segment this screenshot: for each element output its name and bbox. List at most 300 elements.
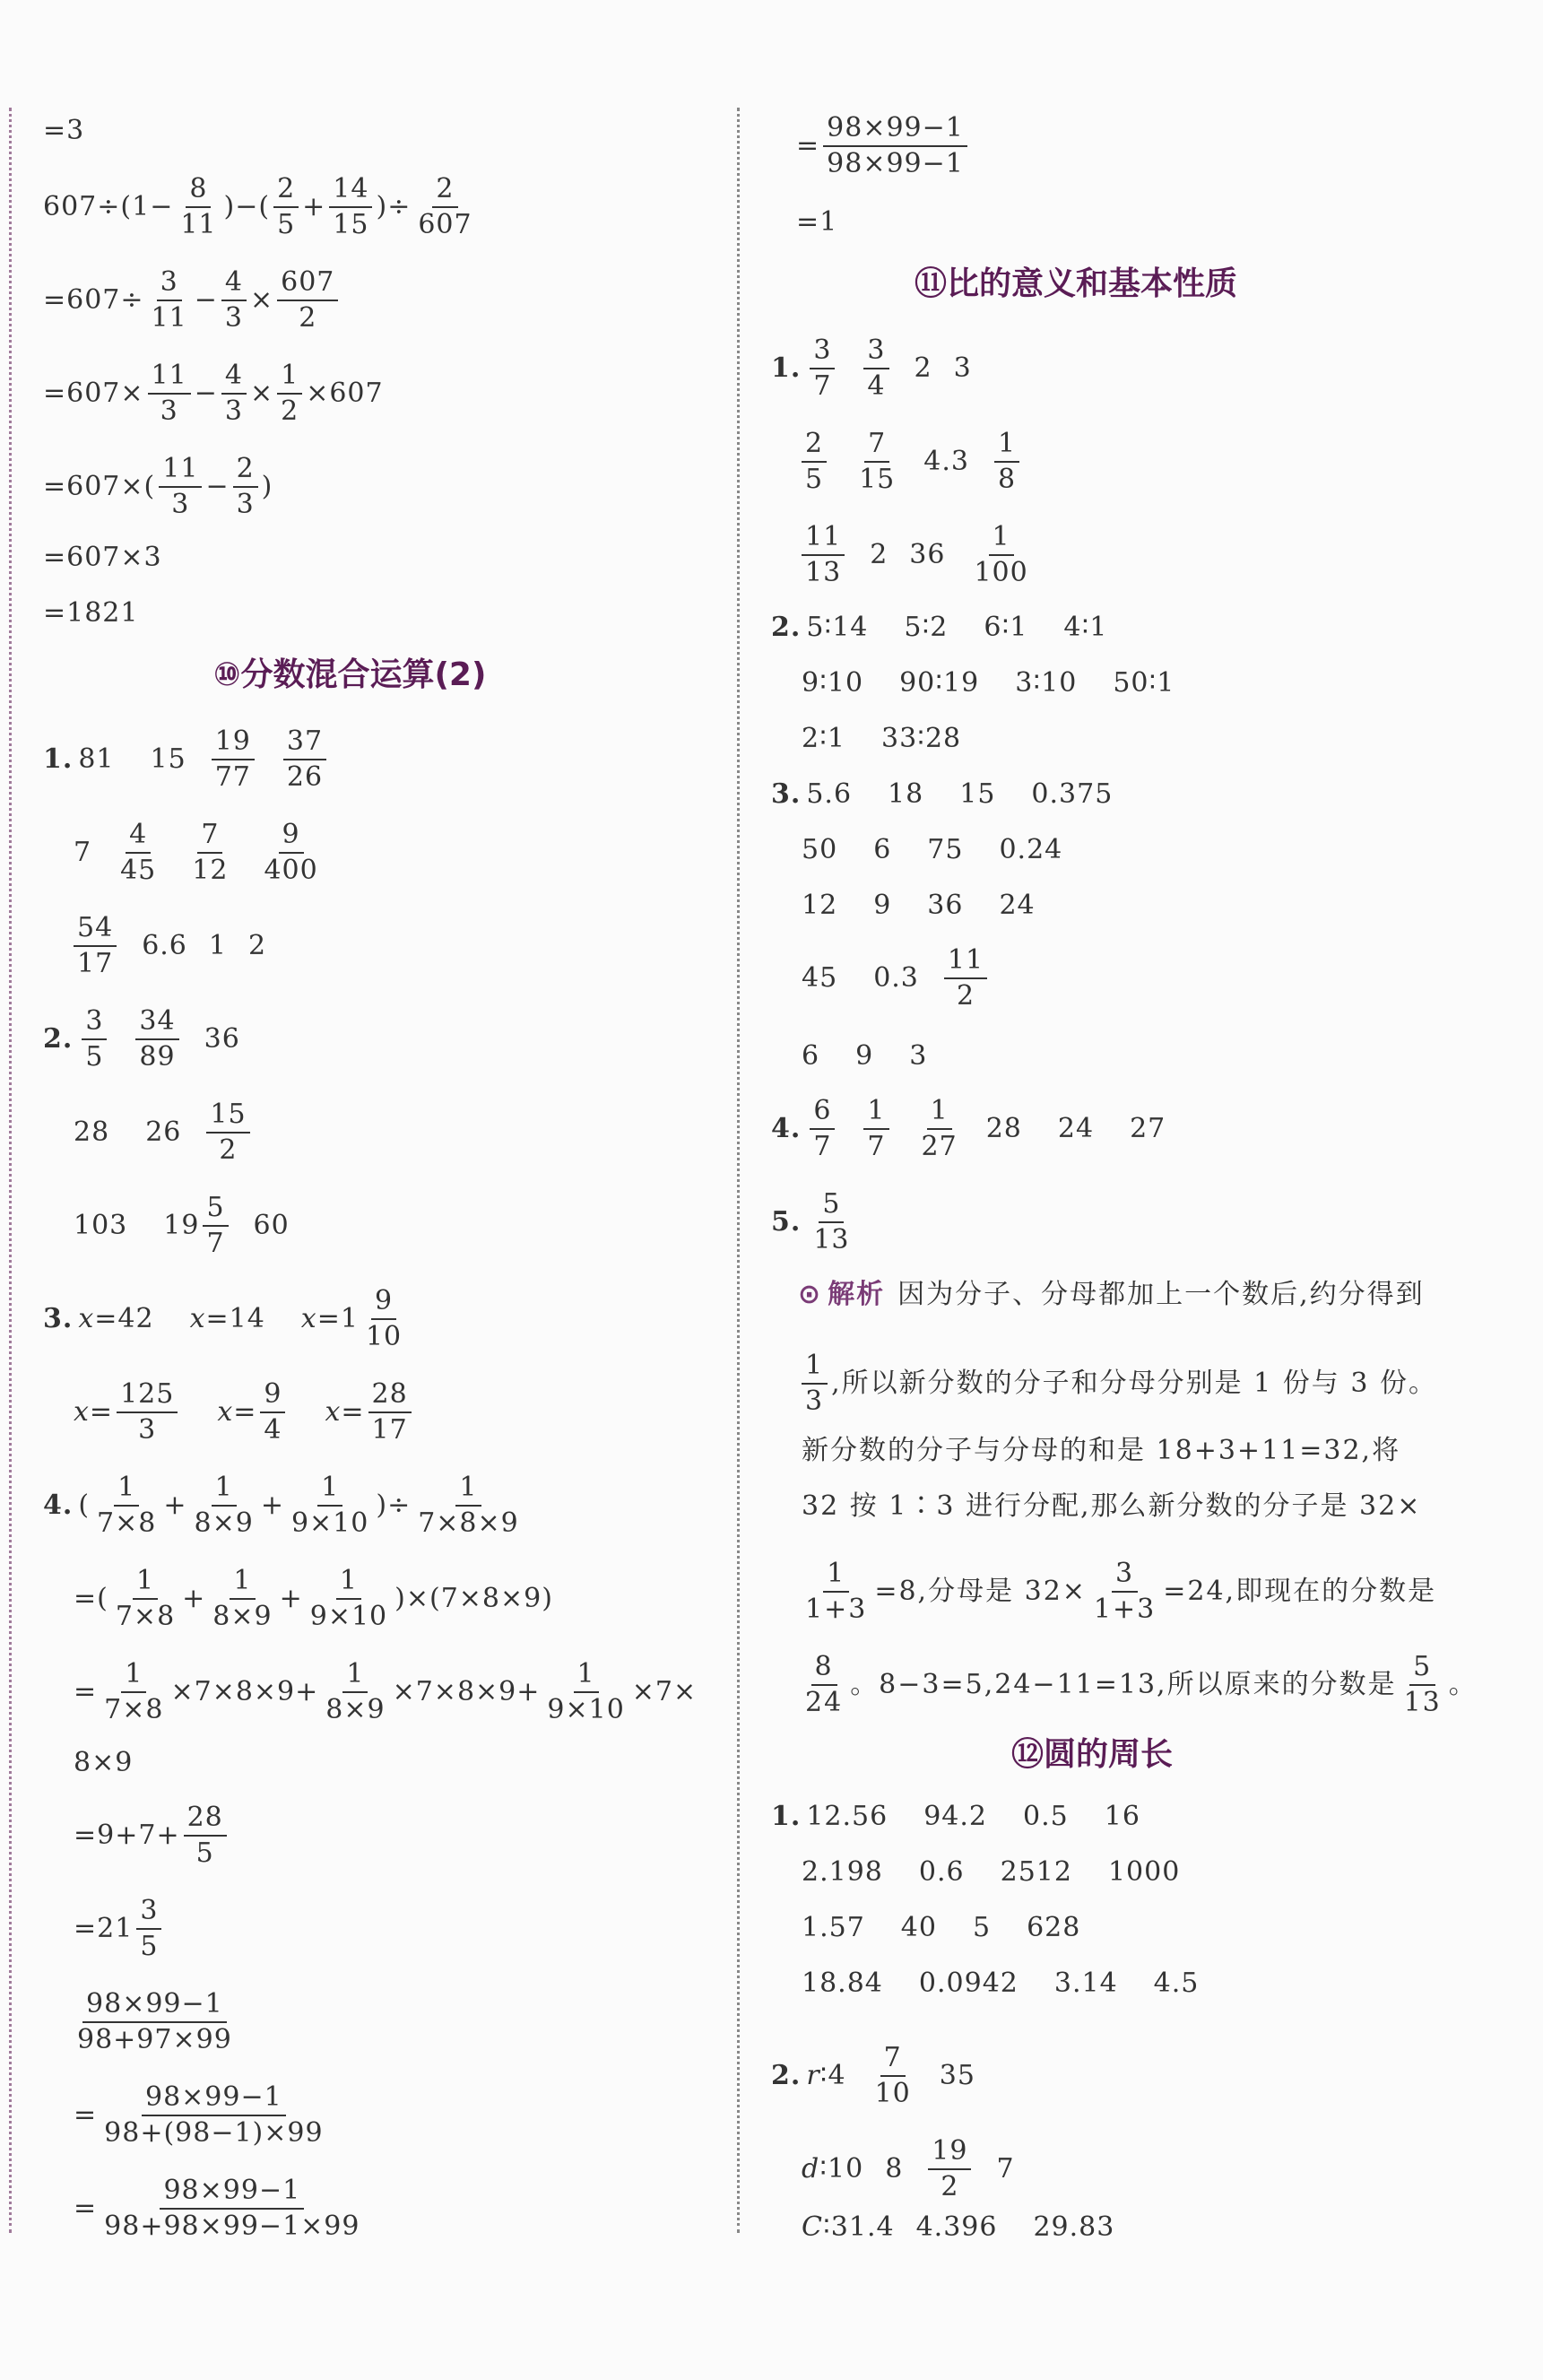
fraction	[260, 1377, 285, 1447]
text: )	[261, 471, 273, 502]
denominator: 11	[180, 209, 217, 240]
fraction	[802, 1650, 846, 1720]
answer-line	[70, 911, 266, 981]
numerator: 37	[283, 725, 326, 760]
text: =	[233, 1396, 257, 1428]
text: 0.6	[918, 1856, 965, 1888]
text: 2	[914, 352, 932, 384]
numerator: 14	[329, 172, 372, 208]
denominator: 15	[859, 464, 896, 495]
text: 24	[1057, 1113, 1095, 1144]
denominator: 8×9	[325, 1694, 386, 1725]
numerator: 1	[230, 1564, 255, 1600]
variable: x	[300, 1303, 317, 1334]
denominator: 11	[151, 302, 187, 334]
text: =607×	[43, 378, 144, 409]
numerator: 2	[273, 172, 299, 208]
text: 29.83	[1033, 2211, 1115, 2243]
text: )÷	[376, 191, 412, 222]
analysis-line	[802, 1433, 1400, 1469]
analysis-label: 解析	[828, 1279, 886, 1310]
calc-line	[74, 1564, 553, 1634]
variable: d	[802, 2153, 820, 2185]
text: 新分数的分子与分母的和是 18+3+11=32,将	[802, 1435, 1401, 1466]
denominator: 98+98×99−1×99	[104, 2211, 360, 2242]
text: =	[341, 1396, 365, 1428]
text: 0.0942	[918, 1967, 1019, 1999]
numerator: 11	[802, 520, 845, 556]
answer-line	[771, 334, 972, 404]
numerator: 11	[148, 359, 191, 395]
fraction	[918, 1094, 961, 1164]
question-number: 2.	[43, 1023, 74, 1055]
numerator: 1	[133, 1564, 158, 1600]
text: ×7×8×9+	[170, 1676, 319, 1707]
fraction	[810, 1187, 853, 1257]
numerator: 9	[371, 1284, 396, 1320]
denominator: 98+(98−1)×99	[104, 2117, 324, 2149]
calc-line	[74, 1657, 697, 1727]
denominator: 89	[139, 1041, 176, 1073]
text: 8×9	[74, 1747, 134, 1778]
text: ∶4	[819, 2060, 846, 2091]
fraction	[871, 2041, 915, 2111]
answer-line	[802, 888, 1036, 924]
numerator: 7	[864, 427, 889, 463]
denominator: 13	[805, 557, 842, 588]
text: 8	[885, 2153, 904, 2185]
text: 36	[909, 539, 946, 570]
denominator: 8	[998, 464, 1017, 495]
calc-line	[74, 1745, 133, 1781]
denominator: 13	[813, 1224, 850, 1255]
fraction	[322, 1657, 388, 1727]
numerator: 6	[810, 1094, 835, 1130]
text: 19	[163, 1210, 200, 1241]
denominator: 2	[281, 395, 299, 427]
calc-line	[43, 359, 384, 429]
fraction	[136, 1894, 161, 1964]
numerator: 1	[277, 359, 302, 395]
numerator: 4	[126, 818, 151, 854]
text: =24,即现在的分数是	[1163, 1576, 1437, 1607]
fraction	[802, 1557, 871, 1627]
text: 5.6	[806, 778, 853, 810]
fraction	[233, 452, 258, 522]
text: 7	[74, 837, 92, 868]
fraction	[117, 818, 160, 888]
text: ×	[249, 284, 274, 316]
question-number: 1.	[771, 1801, 802, 1832]
numerator: 1	[455, 1471, 481, 1507]
text: 6∶1	[984, 612, 1028, 643]
text: ×	[249, 378, 274, 409]
numerator: 7	[197, 818, 222, 854]
text: 94.2	[923, 1801, 988, 1832]
text: 40	[900, 1912, 937, 1943]
numerator: 1	[336, 1564, 361, 1600]
text: 18	[888, 778, 924, 810]
text: ∶31.4	[822, 2211, 895, 2243]
answer-line	[43, 725, 330, 795]
text: 0.5	[1023, 1801, 1069, 1832]
fraction	[148, 265, 191, 335]
answer-line	[798, 427, 1023, 497]
text: 3	[953, 352, 972, 384]
numerator: 15	[206, 1098, 249, 1134]
answer-line	[43, 1471, 526, 1541]
fraction	[112, 1564, 178, 1634]
fraction	[74, 911, 117, 981]
analysis-icon: ⊙	[798, 1279, 823, 1310]
variable: C	[802, 2211, 823, 2243]
fraction	[273, 172, 299, 242]
text: 6	[873, 834, 892, 865]
fraction	[288, 1471, 372, 1541]
fraction	[802, 520, 845, 590]
text: 1000	[1107, 1856, 1181, 1888]
answer-line	[771, 2041, 975, 2111]
denominator: 7	[813, 1131, 832, 1162]
text: =	[74, 2193, 98, 2224]
text: =1	[796, 206, 838, 238]
denominator: 8×9	[212, 1601, 273, 1632]
numerator: 1	[994, 427, 1019, 463]
text: ,所以新分数的分子和分母分别是 1 份与 3 份。	[831, 1368, 1437, 1399]
fraction	[159, 452, 202, 522]
fraction	[100, 1657, 167, 1727]
denominator: 5	[277, 209, 296, 240]
text: 75	[927, 834, 964, 865]
denominator: 9×10	[290, 1507, 369, 1539]
fraction	[810, 1094, 835, 1164]
text: 15	[150, 743, 186, 775]
answer-line	[802, 1038, 927, 1074]
denominator: 5	[805, 464, 824, 495]
text: =	[796, 130, 820, 161]
fraction	[209, 1564, 275, 1634]
numerator: 3	[157, 265, 182, 301]
answer-line	[802, 2134, 1015, 2204]
text: +	[279, 1583, 303, 1614]
answer-line	[802, 2210, 1114, 2245]
fraction	[221, 265, 247, 335]
answer-line	[771, 610, 1107, 646]
analysis-line	[798, 1650, 1478, 1720]
answer-line	[74, 1377, 415, 1447]
numerator: 2	[432, 172, 457, 208]
fraction	[802, 1349, 828, 1419]
numerator: 1	[863, 1094, 889, 1130]
denominator: 5	[195, 1837, 214, 1869]
text: 3.14	[1053, 1967, 1118, 1999]
variable: x	[189, 1303, 206, 1334]
numerator: 1	[121, 1657, 146, 1693]
text: 9	[855, 1040, 874, 1072]
denominator: 27	[921, 1131, 958, 1162]
text: 45	[802, 962, 838, 994]
numerator: 4	[221, 265, 247, 301]
fraction	[260, 818, 321, 888]
text: =14	[205, 1303, 265, 1334]
denominator: 100	[974, 557, 1028, 588]
denominator: 4	[867, 370, 886, 402]
text: −	[205, 471, 230, 502]
answer-line	[771, 1187, 857, 1257]
question-number: 2.	[771, 2060, 802, 2091]
numerator: 1	[823, 1557, 849, 1593]
calc-line	[43, 265, 342, 335]
text: =607×(	[43, 471, 156, 502]
text: ×7×8×9+	[392, 1676, 541, 1707]
calc-line	[43, 452, 273, 522]
denominator: 24	[805, 1687, 844, 1718]
text: 28	[74, 1116, 110, 1148]
text: =	[74, 1676, 98, 1707]
answer-line	[43, 1004, 240, 1074]
text: 2∶1	[802, 723, 845, 754]
numerator: 28	[184, 1801, 227, 1837]
denominator: 77	[214, 761, 251, 793]
text: 6.6	[142, 930, 187, 961]
numerator: 5	[1409, 1650, 1435, 1686]
text: =607×3	[43, 542, 162, 573]
denominator: 9×10	[547, 1694, 625, 1725]
text: 0.375	[1031, 778, 1114, 810]
numerator: 5	[203, 1191, 228, 1227]
fraction	[277, 359, 302, 429]
fraction	[362, 1284, 405, 1354]
denominator: 26	[286, 761, 324, 793]
text: )÷	[376, 1490, 412, 1521]
denominator: 400	[264, 855, 318, 886]
calc-line	[74, 1894, 165, 1964]
denominator: 4	[264, 1414, 282, 1446]
text: =(	[74, 1583, 108, 1614]
denominator: 7	[813, 370, 832, 402]
calc-line	[74, 2174, 367, 2244]
denominator: 7×8	[115, 1601, 176, 1632]
text: 27	[1130, 1113, 1166, 1144]
numerator: 98×99−1	[160, 2174, 304, 2210]
answer-line	[771, 1799, 1140, 1835]
denominator: 98+97×99	[77, 2024, 232, 2055]
fraction	[148, 359, 191, 429]
text: +	[163, 1490, 187, 1521]
fraction	[177, 172, 220, 242]
text: 5∶2	[904, 612, 949, 643]
analysis-line	[798, 1277, 1425, 1313]
text: −	[194, 284, 218, 316]
numerator: 1	[317, 1471, 342, 1507]
denominator: 5	[85, 1041, 104, 1073]
numerator: 607	[277, 265, 338, 301]
fraction	[135, 1004, 178, 1074]
text: 2	[248, 930, 267, 961]
denominator: 9×10	[309, 1601, 388, 1632]
fraction	[283, 725, 326, 795]
fraction	[1090, 1557, 1159, 1627]
numerator: 11	[944, 943, 987, 979]
question-number: 1.	[43, 743, 74, 775]
text: 因为分子、分母都加上一个数后,约分得到	[897, 1279, 1425, 1310]
calc-line	[796, 204, 837, 240]
text: 0.3	[873, 962, 919, 994]
answer-line	[74, 1191, 290, 1261]
numerator: 3	[136, 1894, 161, 1930]
text: 。	[1448, 1669, 1478, 1700]
variable: x	[325, 1396, 342, 1428]
fraction	[414, 1471, 523, 1541]
answer-line	[43, 1284, 409, 1354]
text: =42	[94, 1303, 154, 1334]
text: (	[78, 1490, 91, 1521]
text: 4.5	[1153, 1967, 1200, 1999]
denominator: 7×8×9	[418, 1507, 519, 1539]
fraction	[543, 1657, 628, 1727]
text: 26	[145, 1116, 182, 1148]
numerator: 3	[863, 334, 889, 369]
text: 9∶10	[802, 667, 864, 699]
text: 7	[996, 2153, 1015, 2185]
text: =9+7+	[74, 1820, 180, 1851]
text: 2512	[1000, 1856, 1072, 1888]
fraction	[944, 943, 987, 1013]
text: 12.56	[806, 1801, 889, 1832]
answer-line	[802, 1910, 1080, 1946]
text: ×7×	[631, 1676, 698, 1707]
text: 4∶1	[1063, 612, 1108, 643]
question-number: 3.	[771, 778, 802, 810]
calc-line	[74, 2080, 331, 2150]
text: 607÷(1−	[43, 191, 174, 222]
text: =1821	[43, 597, 139, 629]
analysis-line	[798, 1557, 1436, 1627]
numerator: 1	[989, 520, 1014, 556]
text: +	[182, 1583, 206, 1614]
text: 18.84	[802, 1967, 883, 1999]
fraction	[117, 1377, 178, 1447]
fraction	[74, 1987, 236, 2057]
fraction	[329, 172, 372, 242]
question-number: 1.	[771, 352, 802, 384]
answer-line	[802, 1966, 1199, 2002]
numerator: 98×99−1	[142, 2080, 286, 2116]
text: ×607	[306, 378, 384, 409]
text: =1	[316, 1303, 359, 1334]
fraction	[863, 1094, 889, 1164]
denominator: 15	[333, 209, 369, 240]
denominator: 3	[171, 489, 190, 520]
numerator: 9	[279, 818, 304, 854]
text: 90∶19	[899, 667, 980, 699]
denominator: 8×9	[194, 1507, 254, 1539]
text: =607÷	[43, 284, 144, 316]
numerator: 9	[260, 1377, 285, 1413]
numerator: 3	[82, 1004, 107, 1040]
denominator: 7×8	[104, 1694, 164, 1725]
answer-line	[771, 1094, 1166, 1164]
fraction	[100, 2080, 326, 2150]
question-number: 4.	[771, 1113, 802, 1144]
text: 32 按 1∶3 进行分配,那么新分数的分子是 32×	[802, 1490, 1422, 1522]
numerator: 34	[135, 1004, 178, 1040]
text: =21	[74, 1913, 134, 1944]
fraction	[221, 359, 247, 429]
text: 35	[939, 2060, 975, 2091]
answer-line	[771, 777, 1113, 812]
fraction	[368, 1377, 412, 1447]
text: =	[89, 1396, 114, 1428]
numerator: 3	[810, 334, 835, 369]
denominator: 3	[160, 395, 178, 427]
text: −	[194, 378, 218, 409]
text: )−(	[223, 191, 271, 222]
numerator: 2	[233, 452, 258, 488]
denominator: 2	[956, 980, 975, 1012]
numerator: 1	[802, 1349, 828, 1385]
text: 3∶10	[1015, 667, 1078, 699]
numerator: 28	[368, 1377, 412, 1413]
denominator: 10	[365, 1321, 403, 1352]
denominator: 12	[192, 855, 229, 886]
text: 4.3	[923, 446, 969, 477]
denominator: 7	[867, 1131, 886, 1162]
denominator: 3	[138, 1414, 157, 1446]
denominator: 1+3	[805, 1594, 868, 1625]
denominator: 3	[224, 395, 243, 427]
calc-line	[43, 113, 84, 149]
text: 2	[870, 539, 889, 570]
denominator: 17	[77, 948, 114, 979]
variable: x	[74, 1396, 90, 1428]
fraction	[802, 427, 827, 497]
denominator: 17	[371, 1414, 408, 1446]
text: 12	[802, 890, 838, 921]
numerator: 54	[74, 911, 117, 947]
denominator: 45	[120, 855, 157, 886]
variable: x	[78, 1303, 95, 1334]
numerator: 5	[819, 1187, 844, 1223]
fraction	[810, 334, 835, 404]
text: =3	[43, 115, 85, 146]
numerator: 2	[802, 427, 827, 463]
text: =8,分母是 32×	[874, 1576, 1087, 1607]
section-heading-12: ⑫圆的周长	[1011, 1736, 1174, 1773]
text: 1	[208, 930, 227, 961]
answer-line	[802, 832, 1062, 868]
fraction	[184, 1801, 227, 1871]
variable: x	[217, 1396, 234, 1428]
fraction	[93, 1471, 160, 1541]
numerator: 3	[1112, 1557, 1138, 1593]
calc-line	[74, 1801, 230, 1871]
numerator: 19	[928, 2134, 971, 2170]
numerator: 19	[212, 725, 255, 760]
text: 4.396	[915, 2211, 998, 2243]
fraction	[1400, 1650, 1445, 1720]
denominator: 2	[219, 1134, 238, 1166]
text: 28	[985, 1113, 1022, 1144]
fraction	[206, 1098, 249, 1168]
calc-line	[796, 111, 971, 181]
text: )×(7×8×9)	[394, 1583, 553, 1614]
fraction	[212, 725, 255, 795]
calc-line	[43, 595, 138, 631]
section-heading-11: ⑪比的意义和基本性质	[915, 265, 1238, 302]
text: 16	[1104, 1801, 1140, 1832]
fraction	[970, 520, 1031, 590]
